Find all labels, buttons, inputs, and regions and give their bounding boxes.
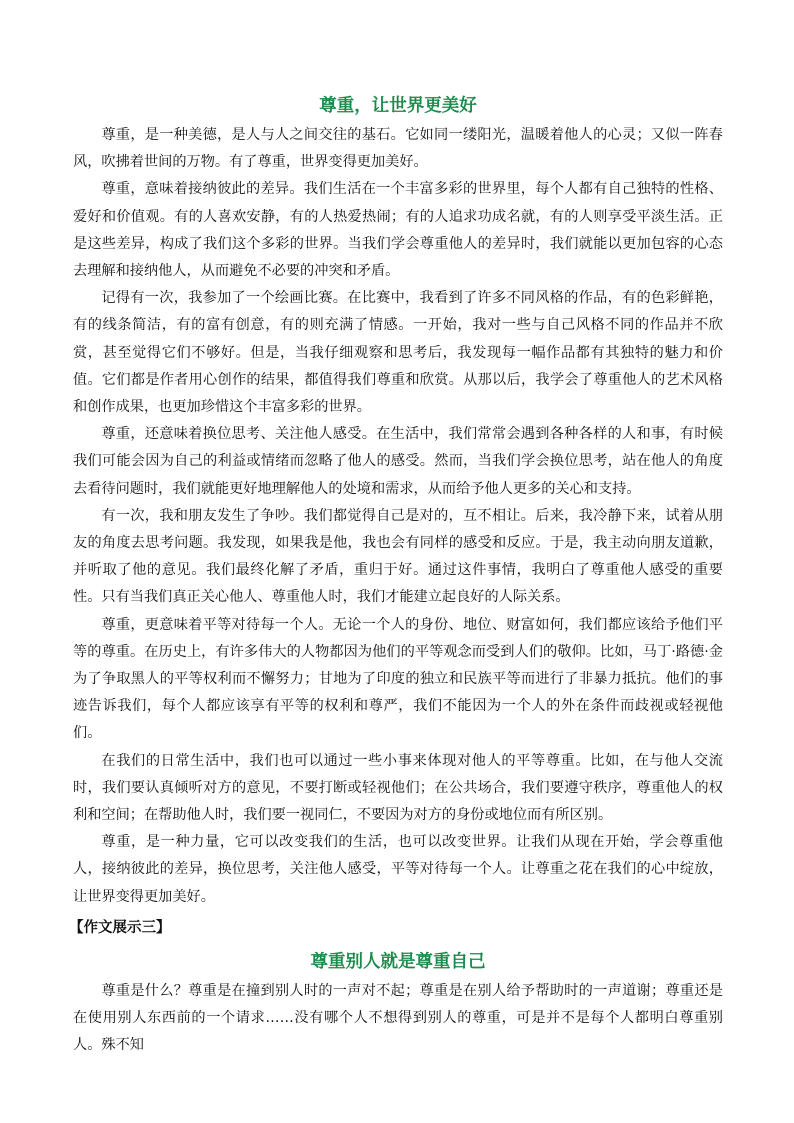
section-label: 【作文展示三】 bbox=[69, 919, 171, 936]
essay1-paragraph: 有一次，我和朋友发生了争吵。我们都觉得自己是对的，互不相让。后来，我冷静下来，试着从朋友的角度去思考问题。我发现，如果我是他，我也会有同样的感受和反应。于是，我主动向朋友道歉，并听取了他的意见。我们最终化解了矛盾，重归于好。通过这件事情，我明白了尊重他人感受的重要性。只有当我们真正关心他人、尊重他人时，我们才能建立起良好的人际关系。 bbox=[73, 507, 723, 606]
essay2-title: 尊重别人就是尊重自己 bbox=[310, 951, 486, 972]
essay2-paragraph: 尊重是什么？尊重是在撞到别人时的一声对不起；尊重是在别人给予帮助时的一声道谢；尊重还是在使用别人东西前的一个请求……没有哪个人不想得到别人的尊重，可是并不是每个人都明白尊重别人。殊不知 bbox=[73, 982, 723, 1054]
document-content bbox=[69, 92, 723, 1060]
essay1-body bbox=[73, 122, 723, 911]
essay1-paragraph: 尊重，意味着接纳彼此的差异。我们生活在一个丰富多彩的世界里，每个人都有自己独特的性格、爱好和价值观。有的人喜欢安静，有的人热爱热闹；有的人追求功成名就，有的人则享受平淡生活。正是这些差异，构成了我们这个多彩的世界。当我们学会尊重他人的差异时，我们就能以更加包容的心态去理解和接纳他人，从而避免不必要的冲突和矛盾。 bbox=[73, 181, 723, 280]
essay1-paragraph: 在我们的日常生活中，我们也可以通过一些小事来体现对他人的平等尊重。比如，在与他人交流时，我们要认真倾听对方的意见，不要打断或轻视他们；在公共场合，我们要遵守秩序，尊重他人的权利和空间；在帮助他人时，我们要一视同仁，不要因为对方的身份或地位而有所区别。 bbox=[73, 752, 723, 824]
essay1-paragraph: 记得有一次，我参加了一个绘画比赛。在比赛中，我看到了许多不同风格的作品，有的色彩鲜艳，有的线条简洁，有的富有创意，有的则充满了情感。一开始，我对一些与自己风格不同的作品并不欣赏，甚至觉得它们不够好。但是，当我仔细观察和思考后，我发现每一幅作品都有其独特的魅力和价值。它们都是作者用心创作的结果，都值得我们尊重和欣赏。从那以后，我学会了尊重他人的艺术风格和创作成果，也更加珍惜这个丰富多彩的世界。 bbox=[73, 290, 723, 416]
essay1-paragraph: 尊重，更意味着平等对待每一个人。无论一个人的身份、地位、财富如何，我们都应该给予他们平等的尊重。在历史上，有许多伟大的人物都因为他们的平等观念而受到人们的敬仰。比如，马丁·路德·金为了争取黑人的平等权利而不懈努力；甘地为了印度的独立和民族平等而进行了非暴力抵抗。他们的事迹告诉我们，每个人都应该享有平等的权利和尊严，我们不能因为一个人的外在条件而歧视或轻视他们。 bbox=[73, 616, 723, 742]
essay1-paragraph: 尊重，还意味着换位思考、关注他人感受。在生活中，我们常常会遇到各种各样的人和事，有时候我们可能会因为自己的利益或情绪而忽略了他人的感受。然而，当我们学会换位思考，站在他人的角度去看待问题时，我们就能更好地理解他人的处境和需求，从而给予他人更多的关心和支持。 bbox=[73, 426, 723, 497]
essay1-paragraph: 尊重，是一种力量，它可以改变我们的生活，也可以改变世界。让我们从现在开始，学会尊重他人，接纳彼此的差异，换位思考，关注他人感受，平等对待每一个人。让尊重之花在我们的心中绽放，让世界变得更加美好。 bbox=[73, 834, 723, 905]
essay1-title: 尊重，让世界更美好 bbox=[319, 96, 477, 116]
essay2-body bbox=[73, 978, 723, 1060]
essay1-paragraph: 尊重，是一种美德，是人与人之间交往的基石。它如同一缕阳光，温暖着他人的心灵；又似一阵春风，吹拂着世间的万物。有了尊重，世界变得更加美好。 bbox=[73, 127, 723, 171]
